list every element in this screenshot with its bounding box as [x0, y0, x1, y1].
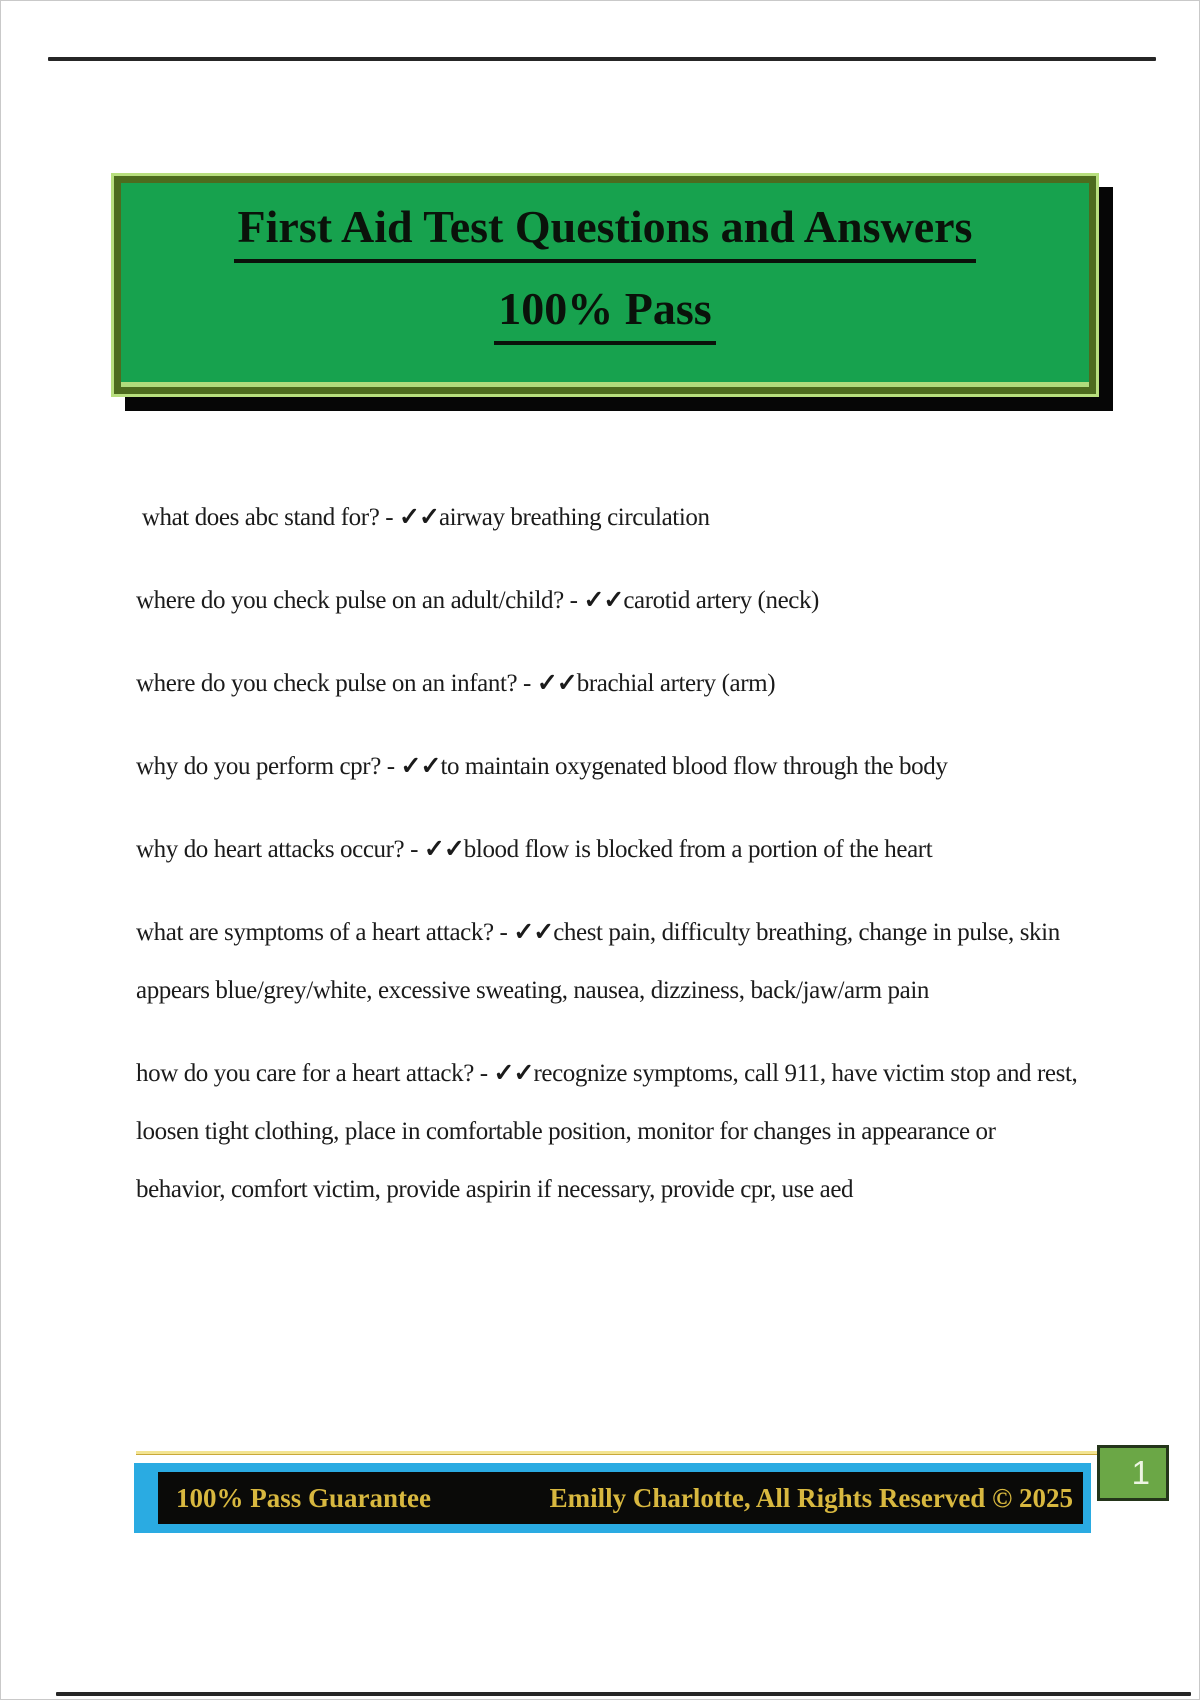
qa-separator: -: [404, 836, 424, 863]
footer-bar: [134, 1463, 1091, 1533]
qa-item: [136, 489, 1081, 547]
page-number: 1: [1131, 1454, 1150, 1491]
qa-item: [136, 1045, 1084, 1219]
footer-guarantee: 100% Pass Guarantee: [176, 1482, 431, 1513]
qa-question: what does abc stand for?: [136, 504, 380, 531]
bottom-rule: [56, 1692, 1191, 1696]
qa-item: [136, 572, 1081, 630]
double-check-icon: ✓✓: [400, 753, 441, 780]
qa-answer: chest pain, difficulty breathing, change in pulse, skin appears blue/grey/white, excessive sweating, nausea, dizziness, back/jaw/arm pain: [136, 919, 1066, 1004]
qa-separator: -: [517, 670, 537, 697]
qa-answer: blood flow is blocked from a portion of the heart: [463, 836, 933, 863]
double-check-icon: ✓✓: [423, 836, 464, 863]
qa-item: [136, 738, 1081, 796]
double-check-icon: ✓✓: [583, 587, 624, 614]
qa-separator: -: [563, 587, 584, 614]
qa-question: why do you perform cpr?: [136, 753, 381, 780]
double-check-icon: ✓✓: [513, 919, 554, 946]
qa-answer: carotid artery (neck): [623, 587, 819, 614]
top-rule: [48, 57, 1156, 61]
qa-question: where do you check pulse on an infant?: [136, 670, 518, 697]
qa-answer: to maintain oxygenated blood flow through the body: [440, 753, 948, 780]
qa-answer: recognize symptoms, call 911, have victim stop and rest, loosen tight clothing, place in comfortable position, monitor for changes in appearance or behavior, comfort victim, provide aspirin if necessary, provide cpr, use aed: [136, 1060, 1084, 1203]
double-check-icon: ✓✓: [536, 670, 577, 697]
qa-separator: -: [379, 504, 400, 531]
footer-copyright: Emilly Charlotte, All Rights Reserved © 2025: [549, 1482, 1073, 1513]
qa-question: where do you check pulse on an adult/child?: [136, 587, 564, 614]
qa-question: what are symptoms of a heart attack?: [136, 919, 494, 946]
qa-answer: airway breathing circulation: [438, 504, 710, 531]
qa-item: [136, 821, 1081, 879]
qa-question: how do you care for a heart attack?: [136, 1060, 474, 1087]
page-number-badge: [1097, 1445, 1169, 1501]
title-banner-inner: [114, 176, 1096, 394]
qa-separator: -: [380, 753, 401, 780]
qa-item: [136, 904, 1081, 1020]
double-check-icon: ✓✓: [493, 1060, 534, 1087]
qa-separator: -: [473, 1060, 494, 1087]
qa-question: why do heart attacks occur?: [136, 836, 405, 863]
title-banner: [111, 173, 1099, 397]
qa-answer: brachial artery (arm): [576, 670, 776, 697]
qa-list: [136, 489, 1084, 1244]
document-subtitle: 100% Pass: [494, 279, 715, 345]
footer-gold-line: [136, 1451, 1101, 1455]
qa-item: [136, 655, 1081, 713]
qa-separator: -: [493, 919, 514, 946]
footer-inner-bar: [158, 1472, 1083, 1524]
document-title: First Aid Test Questions and Answers: [234, 197, 977, 263]
double-check-icon: ✓✓: [399, 504, 439, 531]
